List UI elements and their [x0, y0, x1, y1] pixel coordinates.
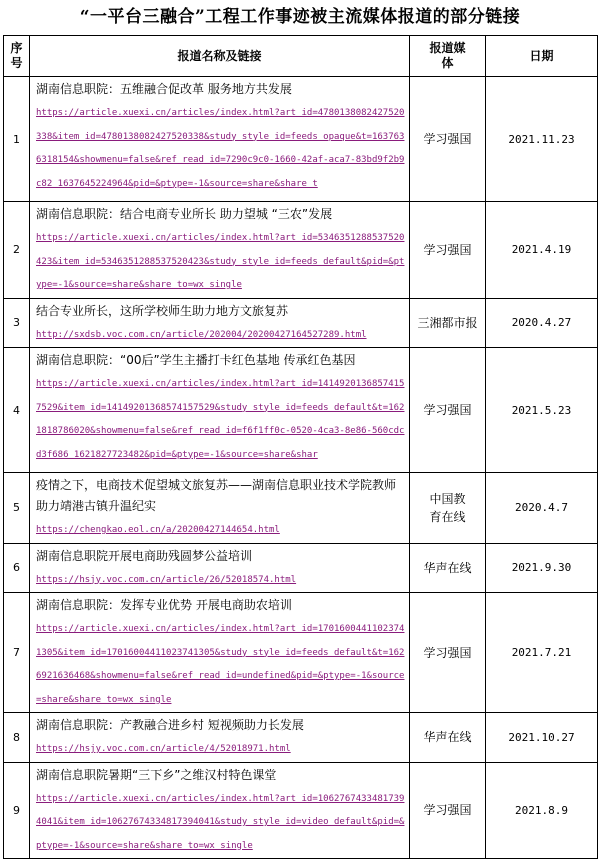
media-name: 三湘都市报 [410, 298, 486, 348]
report-cell [30, 593, 410, 713]
report-headline: 湖南信息职院暑期“三下乡”之维汉村特色课堂 [36, 767, 277, 782]
report-link[interactable]: https://hsjy.voc.com.cn/article/26/52018574.html [36, 574, 297, 585]
header-date: 日期 [486, 36, 598, 77]
report-date: 2021.9.30 [486, 543, 598, 593]
report-date: 2021.10.27 [486, 713, 598, 763]
table-row [4, 473, 598, 544]
row-number: 2 [4, 202, 30, 299]
report-link[interactable]: https://article.xuexi.cn/articles/index.html?art_id=14149201368574157529&item_id=14149201368574157529&study_style_id=feeds_default&t=1621818786020&showmenu=false&ref_read_id=f6f1ff0c-0520-4ca3-8e86-560cdcd3f686_1621827723482&pid=&ptype=-1&source=share&shar [36, 379, 405, 460]
media-name: 中国教育在线 [410, 473, 486, 544]
report-headline: 结合专业所长，这所学校师生助力地方文旅复苏 [36, 303, 289, 318]
report-date: 2021.8.9 [486, 762, 598, 859]
row-number: 7 [4, 593, 30, 713]
report-cell [30, 762, 410, 859]
row-number: 6 [4, 543, 30, 593]
report-cell [30, 713, 410, 763]
table-row [4, 348, 598, 473]
report-link[interactable]: https://article.xuexi.cn/articles/index.html?art_id=4780138082427520338&item_id=4780138082427520338&study_style_id=feeds_opaque&t=1637636318154&showmenu=false&ref_read_id=7290c9c0-1660-42af-aca7-83bd9f2b9c82_1637645224964&pid=&ptype=-1&source=share&share_t [36, 108, 405, 189]
table-row [4, 593, 598, 713]
table-row [4, 543, 598, 593]
report-date: 2021.5.23 [486, 348, 598, 473]
report-link[interactable]: https://hsjy.voc.com.cn/article/4/52018971.html [36, 744, 291, 754]
report-link[interactable]: https://article.xuexi.cn/articles/index.html?art_id=5346351288537520423&item_id=5346351288537520423&study_style_id=feeds_default&pid=&ptype=-1&source=share&share_to=wx_single [36, 233, 405, 290]
report-headline: 疫情之下，电商技术促望城文旅复苏——湖南信息职业技术学院教师助力靖港古镇升温纪实 [36, 478, 397, 513]
report-cell [30, 473, 410, 544]
report-headline: 湖南信息职院：五维融合促改革 服务地方共发展 [36, 82, 292, 96]
report-date: 2021.4.19 [486, 202, 598, 299]
reports-table [3, 35, 598, 859]
row-number: 8 [4, 713, 30, 763]
report-date: 2020.4.27 [486, 298, 598, 348]
table-row [4, 202, 598, 299]
report-cell [30, 77, 410, 202]
report-cell [30, 348, 410, 473]
media-name: 华声在线 [410, 713, 486, 763]
header-index: 序号 [4, 36, 30, 77]
report-link[interactable]: https://article.xuexi.cn/articles/index.html?art_id=17016004411023741305&item_id=17016004411023741305&study_style_id=feeds_default&t=1626921636468&showmenu=false&ref_read_id=undefined&pid=&ptype=-1&source=share&share_to=wx_single [36, 624, 405, 705]
media-name: 华声在线 [410, 543, 486, 593]
header-media: 报道媒体 [410, 36, 486, 77]
report-cell [30, 202, 410, 299]
media-name: 学习强国 [410, 593, 486, 713]
report-headline: 湖南信息职院开展电商助残圆梦公益培训 [36, 548, 253, 563]
report-date: 2021.11.23 [486, 77, 598, 202]
table-header-row [4, 36, 598, 77]
report-date: 2020.4.7 [486, 473, 598, 544]
report-link[interactable]: http://sxdsb.voc.com.cn/article/202004/202004271645272​89.html [36, 329, 367, 340]
table-row [4, 762, 598, 859]
row-number: 5 [4, 473, 30, 544]
row-number: 3 [4, 298, 30, 348]
table-row [4, 77, 598, 202]
report-cell [30, 298, 410, 348]
media-name: 学习强国 [410, 762, 486, 859]
report-headline: 湖南信息职院：“00后”学生主播打卡红色基地 传承红色基因 [36, 353, 356, 367]
table-row [4, 713, 598, 763]
header-name: 报道名称及链接 [30, 36, 410, 77]
report-headline: 湖南信息职院：产教融合进乡村 短视频助力长发展 [36, 718, 304, 732]
report-headline: 湖南信息职院：发挥专业优势 开展电商助农培训 [36, 598, 292, 612]
media-name: 学习强国 [410, 202, 486, 299]
report-link[interactable]: https://article.xuexi.cn/articles/index.html?art_id=10627674334817394041&item_id=10627674334817394041&study_style_id=video_default&pid=&ptype=-1&source=share&share_to=wx_single [36, 793, 405, 851]
report-link[interactable]: https://chengkao.eol.cn/a/20200427144654.html [36, 525, 280, 535]
media-name: 学习强国 [410, 77, 486, 202]
media-name: 学习强国 [410, 348, 486, 473]
page-title: “一平台三融合”工程工作事迹被主流媒体报道的部分链接 [79, 7, 521, 27]
row-number: 1 [4, 77, 30, 202]
report-cell [30, 543, 410, 593]
report-headline: 湖南信息职院：结合电商专业所长 助力望城 “三农”发展 [36, 207, 333, 221]
row-number: 9 [4, 762, 30, 859]
report-date: 2021.7.21 [486, 593, 598, 713]
table-row [4, 298, 598, 348]
row-number: 4 [4, 348, 30, 473]
